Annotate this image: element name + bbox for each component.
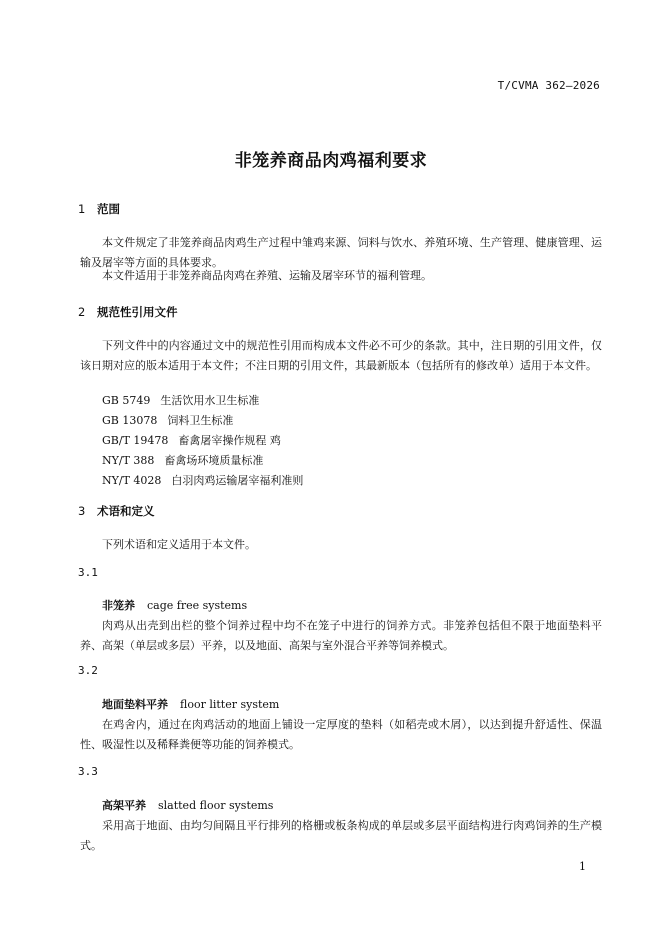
term-english: floor litter system <box>180 698 280 711</box>
section-title: 规范性引用文件 <box>97 305 178 319</box>
reference-name: 白羽肉鸡运输屠宰福利准则 <box>171 474 304 487</box>
reference-item <box>102 432 281 448</box>
reference-code: NY/T 4028 <box>102 474 162 487</box>
section-3-heading <box>78 503 155 519</box>
reference-item <box>102 452 263 468</box>
term-number: 3.1 <box>78 566 98 579</box>
reference-code: NY/T 388 <box>102 454 155 467</box>
reference-name: 畜禽场环境质量标准 <box>164 454 264 467</box>
term-definition: 肉鸡从出壳到出栏的整个饲养过程中均不在笼子中进行的饲养方式。非笼养包括但不限于地面垫料平养、高架（单层或多层）平养，以及地面、高架与室外混合平养等饲养模式。 <box>80 619 602 652</box>
document-title: 非笼养商品肉鸡福利要求 <box>234 151 428 171</box>
standard-code: T/CVMA 362—2026 <box>497 79 600 92</box>
reference-code: GB/T 19478 <box>102 434 169 447</box>
term-number: 3.3 <box>78 765 98 778</box>
section-2-heading <box>78 304 178 320</box>
term-definition: 采用高于地面、由均匀间隔且平行排列的格栅或板条构成的单层或多层平面结构进行肉鸡饲养的生产模式。 <box>80 819 602 852</box>
scope-paragraph-2: 本文件适用于非笼养商品肉鸡在养殖、运输及屠宰环节的福利管理。 <box>102 269 432 282</box>
term-number: 3.2 <box>78 664 98 677</box>
reference-item <box>102 472 303 488</box>
term-english: slatted floor systems <box>158 799 274 812</box>
section-number: 3 <box>78 504 86 518</box>
term-definition: 在鸡舍内，通过在肉鸡活动的地面上铺设一定厚度的垫料（如稻壳或木屑），以达到提升舒适性、保温性、吸湿性以及稀释粪便等功能的饲养模式。 <box>80 718 602 751</box>
normative-intro: 下列文件中的内容通过文中的规范性引用而构成本文件必不可少的条款。其中，注日期的引用文件，仅该日期对应的版本适用于本文件；不注日期的引用文件，其最新版本（包括所有的修改单）适用于本文件。 <box>80 339 602 372</box>
section-number: 2 <box>78 305 86 319</box>
reference-item <box>102 412 233 428</box>
term-chinese: 地面垫料平养 <box>102 698 168 711</box>
term-chinese: 高架平养 <box>102 799 146 812</box>
reference-code: GB 5749 <box>102 394 151 407</box>
section-number: 1 <box>78 202 86 216</box>
term-heading <box>102 696 279 712</box>
terms-intro: 下列术语和定义适用于本文件。 <box>102 538 256 551</box>
scope-paragraph-1: 本文件规定了非笼养商品肉鸡生产过程中雏鸡来源、饲料与饮水、养殖环境、生产管理、健康管理、运输及屠宰等方面的具体要求。 <box>80 236 602 269</box>
reference-item <box>102 392 259 408</box>
section-title: 范围 <box>97 202 120 216</box>
page-number: 1 <box>579 860 586 873</box>
term-heading <box>102 797 273 813</box>
term-chinese: 非笼养 <box>102 599 135 612</box>
term-english: cage free systems <box>147 599 248 612</box>
reference-code: GB 13078 <box>102 414 158 427</box>
section-title: 术语和定义 <box>97 504 155 518</box>
reference-name: 畜禽屠宰操作规程 鸡 <box>178 434 281 447</box>
reference-name: 饲料卫生标准 <box>167 414 234 427</box>
section-1-heading <box>78 201 120 217</box>
reference-name: 生活饮用水卫生标准 <box>160 394 260 407</box>
term-heading <box>102 597 247 613</box>
